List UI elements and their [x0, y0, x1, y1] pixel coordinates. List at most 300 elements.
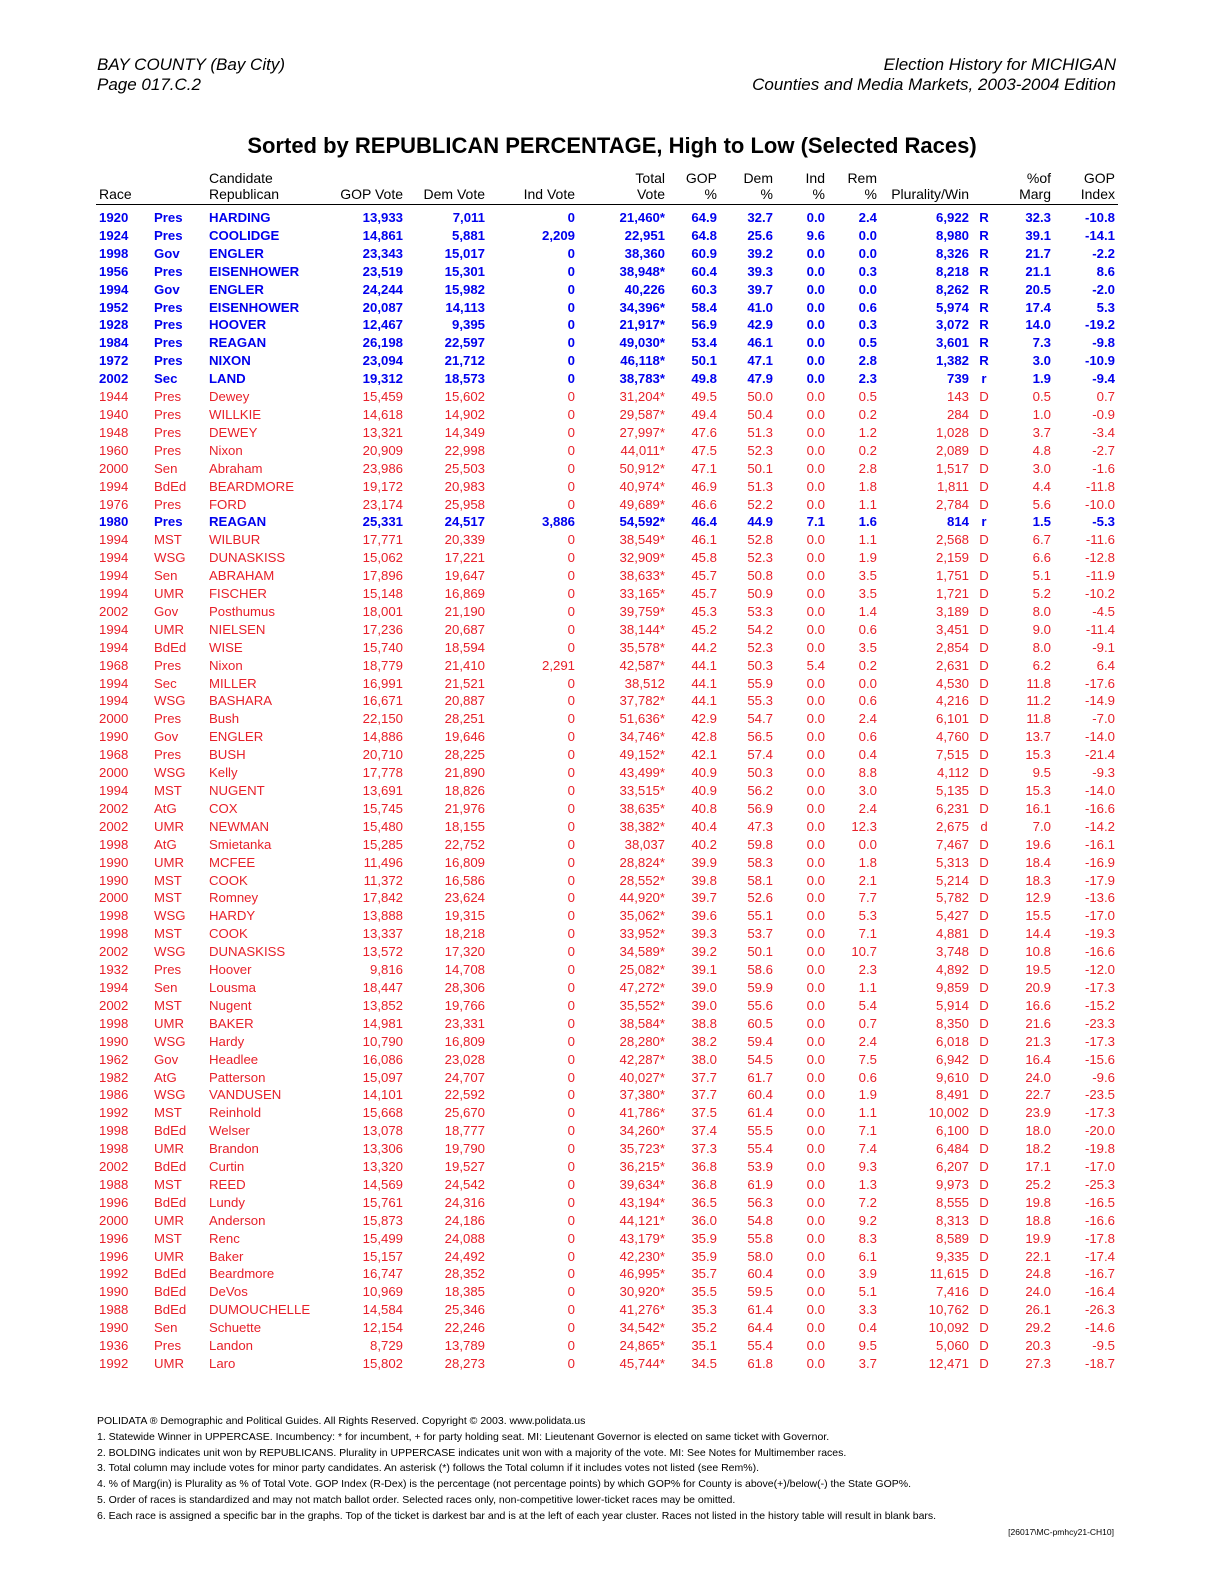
- cell-ind-vote: 0: [567, 711, 575, 727]
- cell-total-vote: 36,215*: [619, 1159, 665, 1175]
- cell-dem-pct: 53.9: [747, 1159, 773, 1175]
- cell-margin-pct: 1.0: [1032, 406, 1051, 422]
- cell-race-office: Pres: [154, 711, 182, 727]
- cell-ind-pct: 0.0: [806, 890, 825, 906]
- cell-gop-vote: 14,981: [362, 1015, 403, 1031]
- column-header-top: [409, 170, 485, 186]
- cell-dem-vote: 28,306: [444, 979, 485, 995]
- cell-gop-vote: 22,150: [362, 711, 403, 727]
- table-row: [96, 1212, 1118, 1230]
- column-header-bottom: Ind Vote: [523, 186, 575, 202]
- cell-rem-pct: 7.4: [858, 1141, 877, 1157]
- cell-gop-vote: 14,569: [362, 1176, 403, 1192]
- cell-margin-pct: 7.3: [1032, 335, 1051, 351]
- cell-ind-pct: 0.0: [806, 603, 825, 619]
- cell-dem-vote: 19,790: [444, 1141, 485, 1157]
- cell-winner: D: [979, 603, 989, 619]
- page-number: Page 017.C.2: [97, 75, 201, 94]
- cell-candidate: Nixon: [209, 442, 243, 458]
- cell-winner: R: [979, 281, 989, 297]
- cell-rem-pct: 0.6: [858, 299, 877, 315]
- cell-plurality: 9,973: [935, 1176, 969, 1192]
- cell-plurality: 3,601: [935, 335, 969, 351]
- cell-margin-pct: 8.0: [1032, 603, 1051, 619]
- table-row: [96, 496, 1118, 514]
- cell-plurality: 2,568: [935, 532, 969, 548]
- cell-winner: D: [979, 478, 989, 494]
- cell-race-office: AtG: [154, 836, 177, 852]
- cell-race-year: 1994: [99, 783, 129, 798]
- cell-rem-pct: 0.0: [858, 227, 877, 243]
- cell-gop-vote: 16,747: [362, 1266, 403, 1282]
- cell-plurality: 9,335: [935, 1248, 969, 1264]
- cell-winner: D: [979, 1105, 989, 1121]
- cell-candidate: MILLER: [209, 675, 257, 691]
- cell-gop-index: -11.4: [1085, 621, 1115, 637]
- cell-gop-vote: 13,306: [362, 1141, 403, 1157]
- cell-dem-pct: 55.8: [747, 1230, 773, 1246]
- cell-dem-vote: 22,597: [444, 335, 485, 351]
- table-row: [96, 227, 1118, 245]
- cell-plurality: 5,214: [935, 872, 969, 888]
- cell-gop-pct: 37.3: [691, 1141, 717, 1157]
- cell-race-year: 1996: [99, 1230, 129, 1246]
- cell-gop-vote: 14,584: [362, 1302, 403, 1318]
- cell-gop-pct: 39.6: [691, 908, 717, 924]
- column-header-bottom: Plurality/Win: [891, 186, 969, 202]
- cell-ind-pct: 0.0: [806, 1194, 825, 1210]
- cell-ind-pct: 0.0: [806, 1266, 825, 1282]
- cell-candidate: DeVos: [209, 1284, 248, 1300]
- cell-total-vote: 21,460*: [619, 210, 665, 225]
- cell-gop-vote: 14,618: [362, 406, 403, 422]
- cell-ind-pct: 0.0: [806, 1284, 825, 1300]
- cell-winner: D: [979, 1356, 989, 1371]
- cell-gop-pct: 45.8: [691, 550, 717, 566]
- cell-gop-pct: 45.7: [691, 568, 717, 584]
- cell-rem-pct: 0.0: [858, 281, 877, 297]
- cell-ind-pct: 0.0: [806, 854, 825, 870]
- cell-gop-index: -17.3: [1084, 1033, 1115, 1049]
- cell-winner: D: [979, 1033, 989, 1049]
- table-row: [96, 710, 1118, 728]
- cell-candidate: ENGLER: [209, 729, 264, 745]
- cell-gop-vote: 15,285: [362, 836, 403, 852]
- cell-margin-pct: 7.0: [1032, 818, 1051, 834]
- cell-rem-pct: 0.6: [858, 729, 877, 745]
- cell-dem-vote: 24,492: [444, 1248, 485, 1264]
- cell-gop-pct: 49.5: [691, 389, 717, 405]
- cell-ind-vote: 0: [567, 245, 575, 261]
- cell-dem-vote: 24,542: [444, 1176, 485, 1192]
- cell-ind-vote: 0: [567, 1105, 575, 1121]
- cell-margin-pct: 5.1: [1032, 568, 1051, 584]
- cell-race-office: UMR: [154, 1356, 185, 1371]
- cell-plurality: 1,517: [935, 460, 969, 476]
- cell-ind-vote: 0: [567, 586, 575, 602]
- cell-ind-pct: 0.0: [806, 1015, 825, 1031]
- cell-winner: D: [979, 532, 989, 548]
- cell-candidate: COOK: [209, 926, 248, 942]
- cell-plurality: 10,762: [928, 1302, 969, 1318]
- cell-total-vote: 49,689*: [619, 496, 665, 512]
- cell-candidate: EISENHOWER: [209, 263, 300, 279]
- cell-total-vote: 54,592*: [619, 514, 665, 530]
- cell-margin-pct: 13.7: [1025, 729, 1051, 745]
- column-header-top: [327, 170, 403, 186]
- cell-ind-pct: 0.0: [806, 1123, 825, 1139]
- cell-winner: R: [979, 210, 989, 225]
- cell-ind-vote: 0: [567, 854, 575, 870]
- cell-gop-index: -14.0: [1084, 729, 1115, 745]
- cell-gop-vote: 11,372: [363, 872, 403, 888]
- cell-total-vote: 25,082*: [619, 962, 665, 978]
- cell-candidate: VANDUSEN: [209, 1087, 282, 1103]
- table-row: [96, 1033, 1118, 1051]
- cell-gop-vote: 13,078: [362, 1123, 403, 1139]
- cell-ind-pct: 0.0: [806, 1141, 825, 1157]
- cell-plurality: 2,159: [935, 550, 969, 566]
- column-header-bottom: Marg: [1019, 186, 1051, 202]
- cell-winner: D: [979, 1069, 989, 1085]
- cell-race-year: 1990: [99, 872, 129, 888]
- column-header-top: GOP: [685, 170, 717, 186]
- cell-race-office: MST: [154, 1105, 182, 1121]
- cell-margin-pct: 20.9: [1025, 979, 1051, 995]
- page-title: Sorted by REPUBLICAN PERCENTAGE, High to Low (Selected Races): [247, 133, 977, 158]
- cell-ind-pct: 0.0: [806, 210, 825, 225]
- cell-ind-pct: 0.0: [806, 478, 825, 494]
- cell-plurality: 3,748: [935, 944, 969, 960]
- cell-gop-index: -17.3: [1084, 979, 1115, 995]
- table-row: [96, 1158, 1118, 1176]
- cell-race-year: 1998: [99, 1141, 129, 1157]
- cell-race-office: Sec: [154, 371, 178, 387]
- cell-gop-pct: 42.1: [691, 747, 717, 763]
- cell-ind-vote: 2,291: [541, 657, 575, 673]
- cell-race-year: 1998: [99, 1015, 129, 1031]
- cell-ind-vote: 0: [567, 1159, 575, 1175]
- table-row: [96, 800, 1118, 818]
- cell-ind-pct: 0.0: [806, 1051, 825, 1067]
- cell-dem-pct: 55.9: [747, 675, 773, 691]
- cell-dem-pct: 58.1: [747, 872, 773, 888]
- cell-race-office: WSG: [154, 1087, 186, 1103]
- table-row: [96, 818, 1118, 836]
- cell-gop-pct: 45.3: [691, 603, 717, 619]
- cell-gop-pct: 37.5: [691, 1105, 717, 1121]
- cell-candidate: DUMOUCHELLE: [209, 1302, 311, 1318]
- cell-candidate: DEWEY: [209, 424, 258, 440]
- cell-total-vote: 28,280*: [619, 1033, 665, 1049]
- cell-dem-pct: 50.4: [747, 406, 773, 422]
- cell-ind-pct: 0.0: [806, 1176, 825, 1192]
- cell-ind-vote: 0: [567, 729, 575, 745]
- cell-dem-vote: 16,809: [444, 1033, 485, 1049]
- column-header-ind-pct: [776, 170, 828, 205]
- column-header-top: Rem: [847, 170, 877, 186]
- cell-winner: D: [979, 568, 989, 584]
- cell-rem-pct: 7.5: [858, 1051, 877, 1067]
- cell-race-office: MST: [154, 997, 182, 1013]
- cell-winner: D: [979, 765, 989, 781]
- cell-candidate: Posthumus: [209, 603, 275, 619]
- cell-race-office: Pres: [154, 442, 182, 458]
- cell-gop-pct: 60.9: [691, 245, 717, 261]
- cell-candidate: Renc: [209, 1230, 240, 1246]
- cell-winner: D: [979, 1051, 989, 1067]
- cell-dem-vote: 24,707: [444, 1069, 485, 1085]
- cell-gop-index: -16.7: [1084, 1266, 1115, 1282]
- table-row: [96, 1283, 1118, 1301]
- cell-ind-vote: 0: [567, 890, 575, 906]
- cell-plurality: 3,451: [935, 621, 969, 637]
- cell-plurality: 2,784: [935, 496, 969, 512]
- cell-margin-pct: 19.5: [1025, 962, 1051, 978]
- cell-gop-index: -16.1: [1084, 836, 1115, 852]
- cell-total-vote: 35,578*: [619, 639, 665, 655]
- cell-race-office: UMR: [154, 1141, 185, 1157]
- cell-winner: D: [979, 962, 989, 978]
- cell-ind-vote: 0: [567, 1069, 575, 1085]
- cell-margin-pct: 12.9: [1025, 890, 1051, 906]
- cell-gop-index: -16.9: [1084, 854, 1115, 870]
- cell-dem-vote: 25,958: [444, 496, 485, 512]
- cell-race-office: Pres: [154, 353, 183, 369]
- cell-plurality: 8,555: [935, 1194, 969, 1210]
- table-row: [96, 1104, 1118, 1122]
- cell-ind-vote: 0: [567, 299, 575, 315]
- cell-total-vote: 32,909*: [619, 550, 665, 566]
- column-header-top: [491, 170, 575, 186]
- cell-race-year: 1994: [99, 586, 129, 602]
- cell-margin-pct: 27.3: [1025, 1356, 1051, 1371]
- cell-plurality: 4,112: [936, 765, 969, 781]
- cell-gop-index: 0.7: [1096, 389, 1115, 405]
- cell-race-year: 2002: [99, 944, 129, 960]
- cell-plurality: 9,610: [935, 1069, 969, 1085]
- cell-rem-pct: 3.9: [858, 1266, 877, 1282]
- cell-race-year: 1968: [99, 657, 129, 673]
- footnote: 6. Each race is assigned a specific bar in the graphs. Top of the ticket is darkest bar and is at the left of each year cluster. Races not listed in the history table will result in blank bars.: [97, 1509, 937, 1522]
- cell-gop-vote: 17,236: [362, 621, 403, 637]
- cell-rem-pct: 3.5: [858, 586, 877, 602]
- cell-total-vote: 38,584*: [619, 1015, 665, 1031]
- cell-candidate: Schuette: [209, 1320, 262, 1336]
- cell-race-office: Gov: [154, 603, 179, 619]
- table-row: [96, 567, 1118, 585]
- cell-rem-pct: 9.2: [858, 1212, 877, 1228]
- cell-winner: D: [979, 424, 989, 440]
- cell-rem-pct: 7.7: [858, 890, 877, 906]
- cell-margin-pct: 15.3: [1025, 747, 1051, 763]
- cell-margin-pct: 22.1: [1025, 1248, 1051, 1264]
- cell-candidate: REAGAN: [209, 514, 267, 530]
- cell-plurality: 11,615: [929, 1266, 969, 1282]
- cell-ind-pct: 0.0: [806, 389, 825, 405]
- cell-margin-pct: 15.5: [1025, 908, 1051, 924]
- cell-gop-vote: 15,480: [362, 818, 403, 834]
- cell-gop-index: -17.4: [1084, 1248, 1115, 1264]
- cell-gop-vote: 15,873: [362, 1212, 403, 1228]
- cell-winner: D: [979, 550, 989, 566]
- cell-gop-pct: 37.7: [691, 1087, 717, 1103]
- cell-rem-pct: 7.2: [858, 1194, 877, 1210]
- document-code: [26017\MC-pmhcy21-CH10]: [1008, 1527, 1114, 1537]
- cell-race-year: 1994: [99, 693, 129, 709]
- cell-total-vote: 42,587*: [619, 657, 665, 673]
- cell-ind-pct: 0.0: [806, 1159, 825, 1175]
- cell-gop-pct: 40.4: [691, 818, 717, 834]
- cell-plurality: 6,100: [935, 1123, 969, 1139]
- cell-winner: D: [979, 1320, 989, 1336]
- cell-ind-vote: 0: [567, 1230, 575, 1246]
- cell-margin-pct: 6.2: [1032, 657, 1051, 673]
- cell-gop-pct: 35.1: [691, 1338, 717, 1354]
- cell-margin-pct: 9.5: [1032, 765, 1051, 781]
- column-header-top: [154, 186, 203, 202]
- cell-gop-vote: 14,101: [362, 1087, 403, 1103]
- column-header-bottom: Index: [1080, 186, 1115, 202]
- cell-total-vote: 43,499*: [619, 765, 665, 781]
- cell-gop-pct: 35.5: [691, 1284, 717, 1300]
- cell-winner: D: [979, 1194, 989, 1210]
- cell-gop-pct: 47.1: [691, 460, 717, 476]
- cell-dem-pct: 50.0: [747, 389, 773, 405]
- cell-gop-vote: 15,745: [362, 800, 403, 816]
- cell-total-vote: 35,062*: [619, 908, 665, 924]
- column-header-total-vote: [578, 170, 668, 205]
- cell-candidate: Hoover: [209, 962, 252, 978]
- cell-margin-pct: 8.0: [1032, 639, 1051, 655]
- cell-ind-vote: 0: [567, 1302, 575, 1318]
- cell-dem-pct: 53.3: [747, 603, 773, 619]
- cell-ind-vote: 0: [567, 335, 575, 351]
- cell-dem-pct: 61.8: [747, 1356, 773, 1371]
- cell-rem-pct: 0.0: [858, 836, 877, 852]
- cell-candidate: REED: [209, 1176, 246, 1192]
- cell-race-office: Gov: [154, 1051, 179, 1067]
- cell-candidate: WILLKIE: [209, 406, 262, 422]
- cell-gop-vote: 23,094: [362, 353, 403, 369]
- cell-dem-pct: 54.2: [747, 621, 773, 637]
- cell-ind-vote: 0: [567, 406, 575, 422]
- cell-total-vote: 34,396*: [619, 299, 665, 315]
- cell-dem-vote: 14,708: [444, 962, 485, 978]
- cell-race-year: 1996: [99, 1248, 129, 1264]
- cell-dem-pct: 50.8: [747, 568, 773, 584]
- cell-total-vote: 34,260*: [619, 1123, 665, 1139]
- cell-dem-vote: 20,983: [444, 478, 485, 494]
- column-header-top: Ind: [805, 170, 825, 186]
- publication-title: Election History for MICHIGAN: [883, 55, 1116, 74]
- cell-dem-pct: 50.3: [747, 657, 773, 673]
- cell-dem-vote: 19,527: [444, 1159, 485, 1175]
- cell-gop-index: -16.5: [1084, 1194, 1115, 1210]
- cell-ind-pct: 0.0: [806, 675, 825, 691]
- cell-candidate: BASHARA: [209, 693, 273, 709]
- cell-dem-vote: 25,503: [444, 460, 485, 476]
- cell-race-year: 1994: [99, 979, 129, 995]
- cell-candidate: FORD: [209, 496, 247, 512]
- cell-plurality: 4,530: [935, 675, 969, 691]
- cell-gop-index: -17.9: [1084, 872, 1115, 888]
- cell-gop-pct: 36.8: [691, 1176, 717, 1192]
- cell-candidate: HOOVER: [209, 317, 267, 333]
- cell-race-year: 1992: [99, 1356, 129, 1371]
- column-header-top: %of: [1026, 170, 1051, 186]
- cell-total-vote: 46,995*: [619, 1266, 665, 1282]
- cell-winner: D: [979, 783, 989, 798]
- cell-ind-pct: 0.0: [806, 711, 825, 727]
- cell-gop-pct: 49.8: [691, 371, 717, 387]
- cell-ind-pct: 0.0: [806, 1087, 825, 1103]
- cell-plurality: 5,974: [935, 299, 969, 315]
- cell-race-office: UMR: [154, 586, 185, 602]
- cell-dem-vote: 13,789: [444, 1338, 485, 1354]
- cell-rem-pct: 1.9: [858, 1087, 877, 1103]
- cell-total-vote: 41,276*: [619, 1302, 665, 1318]
- cell-gop-vote: 25,331: [362, 514, 403, 530]
- cell-ind-vote: 0: [567, 1141, 575, 1157]
- cell-dem-pct: 50.1: [747, 944, 773, 960]
- cell-dem-vote: 21,190: [444, 603, 485, 619]
- cell-rem-pct: 7.1: [858, 1123, 877, 1139]
- cell-rem-pct: 9.3: [858, 1159, 877, 1175]
- cell-race-office: Sen: [154, 460, 178, 476]
- cell-dem-pct: 50.3: [747, 765, 773, 781]
- cell-race-office: AtG: [154, 800, 177, 816]
- cell-gop-index: -18.7: [1084, 1356, 1115, 1371]
- cell-gop-index: -14.9: [1084, 693, 1115, 709]
- cell-total-vote: 50,912*: [619, 460, 665, 476]
- cell-ind-vote: 0: [567, 263, 575, 279]
- cell-gop-pct: 39.0: [691, 979, 717, 995]
- column-header-top: GOP: [1083, 170, 1115, 186]
- cell-gop-index: -16.6: [1084, 1212, 1115, 1228]
- cell-ind-vote: 0: [567, 353, 575, 369]
- cell-candidate: Abraham: [209, 460, 263, 476]
- cell-ind-pct: 0.0: [806, 532, 825, 548]
- table-row: [96, 997, 1118, 1015]
- cell-gop-index: -26.3: [1084, 1302, 1115, 1318]
- cell-margin-pct: 18.0: [1025, 1123, 1051, 1139]
- cell-ind-pct: 0.0: [806, 1212, 825, 1228]
- cell-rem-pct: 0.2: [858, 406, 877, 422]
- cell-race-year: 1980: [99, 514, 129, 530]
- cell-gop-pct: 44.2: [691, 639, 717, 655]
- cell-gop-vote: 15,062: [362, 550, 403, 566]
- cell-ind-vote: 0: [567, 460, 575, 476]
- column-header-bottom: %: [812, 186, 825, 202]
- cell-margin-pct: 18.4: [1025, 854, 1051, 870]
- cell-plurality: 4,881: [935, 926, 969, 942]
- cell-gop-index: 6.4: [1096, 657, 1115, 673]
- cell-dem-vote: 18,573: [444, 371, 485, 387]
- cell-winner: D: [979, 1248, 989, 1264]
- cell-ind-vote: 2,209: [541, 227, 575, 243]
- cell-margin-pct: 6.7: [1032, 532, 1051, 548]
- cell-race-year: 1998: [99, 908, 129, 924]
- cell-margin-pct: 18.8: [1025, 1212, 1051, 1228]
- column-header-race-office: [151, 170, 206, 205]
- table-row: [96, 352, 1118, 370]
- cell-margin-pct: 10.8: [1025, 944, 1051, 960]
- cell-plurality: 5,060: [935, 1338, 969, 1354]
- cell-total-vote: 34,542*: [619, 1320, 665, 1336]
- cell-ind-pct: 0.0: [806, 693, 825, 709]
- cell-ind-vote: 0: [567, 926, 575, 942]
